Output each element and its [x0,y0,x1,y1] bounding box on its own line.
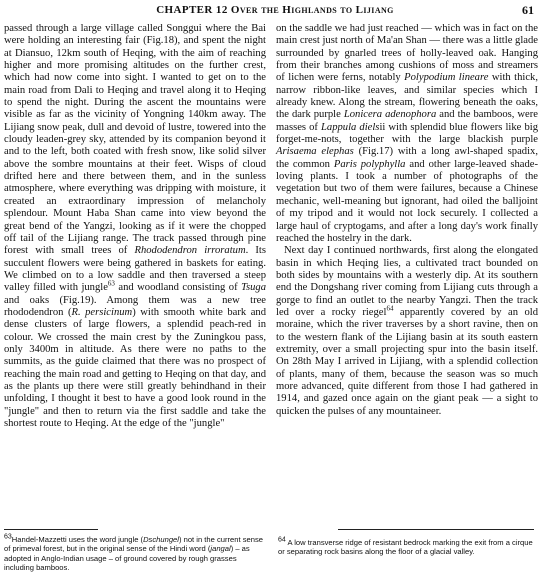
footnote-number: 63 [4,533,12,541]
right-text-column [276,23,538,418]
text-run: and other large-leaved shade-loving plants. I took a number of photographs of the vegetation but two of them were failures, because a Chinese mechanic, well-meaning but ignorant, had oiled the balljoint of my tripod and it would not lock securely. I collected a large haul of cryptogams, and after a long day's work finally reached the hostelry in the dark. [276,158,538,244]
species-name: Arisaema elephas [276,146,354,158]
text-run: ii with splendid blue flowers like big forget-me-nots, together with the large blackish purple [276,121,538,146]
left-paragraph [4,23,266,430]
footnote-64 [278,538,540,557]
text-run: . Its succulent flowers were being gathered in baskets for eating. We climbed on to a low saddle and then traversed a steep valley filled with jungle [4,245,266,294]
text-run: passed through a large village called Songgui where the Bai were holding an interesting fair (Fig.18), and spent the night at Diansuo, 12km south of Heqing, with the aim of reaching higher and more promising altitudes on the further crest, which had now come into sight. I wanted to get on to the main road from Dali to Heqing and travel along it to Heqing to spend the night. During the ascent the mountains were visible as far as the vicinity of Yongning 140km away. The Lijiang snow peak, dull and devoid of lustre, towered into the cloudy leaden-grey sky, attended by its companion beyond it and to the left, both coated with fresh snow, like solid silver above the sombre mountains at their feet. Wisps of cloud drifted here and there between them, and in the sunless atmosphere, where everything was dripping with moisture, it created an extraordinary impression of melancholy splendour. Mount Haba Shan came into view beyond the great bend of the Yangzi, looking as if it were the chopped off tail of the Lijiang range. The track passed through pine forest with small trees of [4,23,266,257]
footnote-text: Handel-Mazzetti uses the word jungle ( [11,535,144,544]
text-run: on the saddle we had just reached — which was in fact on the main crest just north of Ma'an Shan — there was a little glade surrounded by gnarled trees of holly-leaved oak. Hanging from their branches among cushions of moss and streamers of lichen were ferns, notably [276,23,538,84]
left-text-column [4,23,266,430]
text-run: (Fig.17) with a long awl-shaped spadix, the common [276,146,538,170]
species-name: Tsuga [241,282,267,294]
text-run: apparently covered by an old moraine, which the river traverses by a short ravine, then on to the western flank of the Lijiang basin at its south eastern extremity, over a small projecting spur into the basin itself. On 28th May I arrived in Lijiang, with a splendid collection of plants, many of them, because the season was so much more advanced, quite different from those I had gathered in 1914, and gazed once again on the giant peak — a sight to quicken the pulses of any mountaineer. [276,306,538,417]
footnote-divider [338,529,534,530]
text-run: and woodland consisting of [114,282,242,294]
right-paragraph [276,245,538,418]
footnote-63 [4,535,268,573]
chapter-title: CHAPTER 12 Over the Highlands to Lijiang [156,4,394,16]
footnote-text: ) – as adopted in Anglo-Indian usage – of ground covered by rough grasses including bamboos. [4,544,250,573]
species-name: R. persicinum [71,306,133,318]
right-paragraph [276,23,538,245]
species-name: Rhododendron irroratum [134,245,246,257]
footnote-divider [4,529,98,530]
footnote-ref-63[interactable]: 63 [107,279,115,288]
footnote-number: 64 [278,536,286,544]
footnote-term: Dschungel [143,535,179,544]
footnote-term: jangal [210,544,231,554]
species-name: Paris polyphylla [333,158,406,170]
text-run: and oaks (Fig.19). Among them was a new tree rhododendron ( [4,294,266,318]
page-number: 61 [522,3,534,17]
text-run: ) with smooth white bark and dense clusters of large flowers, a splendid peach-red in colour. We crossed the main crest by the Zuningkou pass, only 3400m in altitude. As there were no paths to the summits, as the guide claimed that there was no prospect of reaching the main road and getting to Heqing on that day, and as the plants up there were still greatly behindhand in their unfolding, I thought it best to have a good look round in the "jungle" and then to return via the first saddle and take the shortest route to Heqing. At the edge of the "jungle" [4,306,266,429]
footnote-text: ) not in the current sense of primeval forest, but in the original sense of the Hindi word ( [4,535,263,554]
species-name: Polypodium lineare [404,72,489,84]
running-header [0,0,550,22]
text-run: with thick, narrow ribbon-like leaves, and similar species which I already knew. Along the stream, flowering beneath the oaks, the dark purple [276,72,538,121]
footnote-ref-64[interactable]: 64 [386,304,394,313]
footnote-text: A low transverse ridge of resistant bedrock marking the exit from a cirque or separating rock basins along the floor of a glacial valley. [278,538,533,557]
text-run: Next day I continued northwards, first along the elongated basin in which Heqing lies, a cultivated tract bounded on both sides by mountains with a westerly dip. At its southern end the Dongshang river coming from Lijiang cuts through a gorge to find an outlet to the nearby Yangzi. Then the track led over a rocky riegel [276,245,538,318]
species-name: Lonicera adenophora [343,109,437,121]
text-run: and the bamboos, were masses of [276,109,538,133]
species-name: Lappula diels [321,121,380,133]
